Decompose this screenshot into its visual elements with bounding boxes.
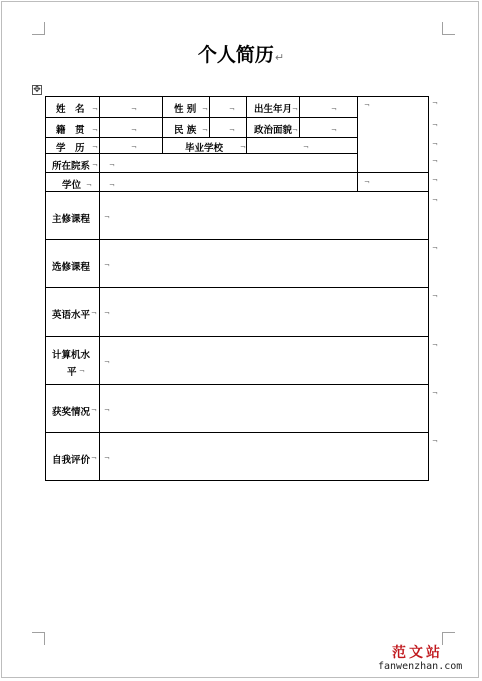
table-line (45, 432, 429, 433)
row-end-mark: ¬ (432, 244, 438, 252)
table-line (99, 96, 100, 153)
label-ethnicity: 民 族 (174, 125, 197, 136)
cell-mark: ¬ (92, 105, 98, 113)
cell-mark: ¬ (79, 367, 85, 375)
cell-mark: ¬ (131, 126, 137, 134)
cell-mark: ¬ (104, 309, 110, 317)
table-line (99, 172, 100, 481)
table-line (45, 336, 429, 337)
cell-mark: ¬ (104, 261, 110, 269)
label-computer-level-line2: 平 (67, 367, 77, 378)
label-degree: 学位 (62, 180, 82, 191)
label-graduated-school: 毕业学校 (185, 143, 224, 154)
cell-mark: ¬ (364, 101, 370, 109)
cell-mark: ¬ (303, 143, 309, 151)
row-end-mark: ¬ (432, 292, 438, 300)
label-elective-courses: 选修课程 (52, 262, 91, 273)
label-native-place: 籍 贯 (56, 125, 85, 136)
cell-mark: ¬ (109, 161, 115, 169)
table-line (45, 239, 429, 240)
row-end-mark: ¬ (432, 196, 438, 204)
watermark-url: fanwenzhan.com (378, 661, 463, 672)
table-move-handle-icon[interactable]: ✥ (33, 85, 41, 95)
cell-mark: ¬ (92, 126, 98, 134)
cell-mark: ¬ (92, 161, 98, 169)
label-major-courses: 主修课程 (52, 214, 91, 225)
table-line (162, 137, 163, 153)
cell-mark: ¬ (331, 126, 337, 134)
cell-mark: ¬ (331, 105, 337, 113)
table-line (45, 96, 46, 481)
cell-mark: ¬ (86, 181, 92, 189)
row-end-mark: ¬ (432, 176, 438, 184)
table-line (428, 96, 429, 481)
label-computer-level-line1: 计算机水 (52, 350, 91, 361)
cell-mark: ¬ (131, 105, 137, 113)
cell-mark: ¬ (109, 181, 115, 189)
table-line (45, 191, 429, 192)
cell-mark: ¬ (202, 105, 208, 113)
paragraph-mark: ↵ (274, 51, 285, 64)
watermark-brand: 范文站 (392, 645, 443, 661)
table-line (209, 96, 210, 137)
document-title: 个人简历↵ (197, 44, 285, 66)
label-birth-date: 出生年月 (254, 104, 293, 115)
row-end-mark: ¬ (432, 437, 438, 445)
row-end-mark: ¬ (432, 341, 438, 349)
table-line (45, 172, 429, 173)
table-line (45, 480, 429, 481)
table-line (299, 96, 300, 137)
cell-mark: ¬ (91, 454, 97, 462)
cell-mark: ¬ (131, 143, 137, 151)
row-end-mark: ¬ (432, 389, 438, 397)
label-education: 学 历 (56, 143, 85, 154)
cell-mark: ¬ (104, 454, 110, 462)
cell-mark: ¬ (229, 126, 235, 134)
cell-mark: ¬ (104, 406, 110, 414)
cell-mark: ¬ (104, 213, 110, 221)
table-line (99, 153, 100, 172)
table-line (45, 117, 357, 118)
table-line (45, 384, 429, 385)
cell-mark: ¬ (104, 358, 110, 366)
cell-mark: ¬ (202, 126, 208, 134)
table-line (246, 96, 247, 137)
row-end-mark: ¬ (432, 99, 438, 107)
label-political-status: 政治面貌 (254, 125, 293, 136)
cell-mark: ¬ (292, 126, 298, 134)
label-name: 姓 名 (56, 104, 85, 115)
label-english-level: 英语水平 (52, 310, 91, 321)
cell-mark: ¬ (229, 105, 235, 113)
label-gender: 性 别 (174, 104, 197, 115)
row-end-mark: ¬ (432, 121, 438, 129)
table-line (357, 96, 358, 191)
crop-mark-top-left (32, 22, 45, 35)
cell-mark: ¬ (92, 143, 98, 151)
cell-mark: ¬ (91, 309, 97, 317)
cell-mark: ¬ (292, 105, 298, 113)
cell-mark: ¬ (91, 406, 97, 414)
cell-mark: ¬ (364, 178, 370, 186)
row-end-mark: ¬ (432, 157, 438, 165)
crop-mark-top-right (442, 22, 455, 35)
table-line (45, 287, 429, 288)
table-line (162, 96, 163, 137)
label-department: 所在院系 (52, 161, 91, 172)
crop-mark-bottom-right (442, 632, 455, 645)
cell-mark: ¬ (240, 143, 246, 151)
label-self-evaluation: 自我评价 (52, 455, 91, 466)
label-awards: 获奖情况 (52, 407, 91, 418)
table-line (45, 137, 357, 138)
crop-mark-bottom-left (32, 632, 45, 645)
table-line (246, 137, 247, 153)
row-end-mark: ¬ (432, 140, 438, 148)
table-line (45, 96, 429, 97)
